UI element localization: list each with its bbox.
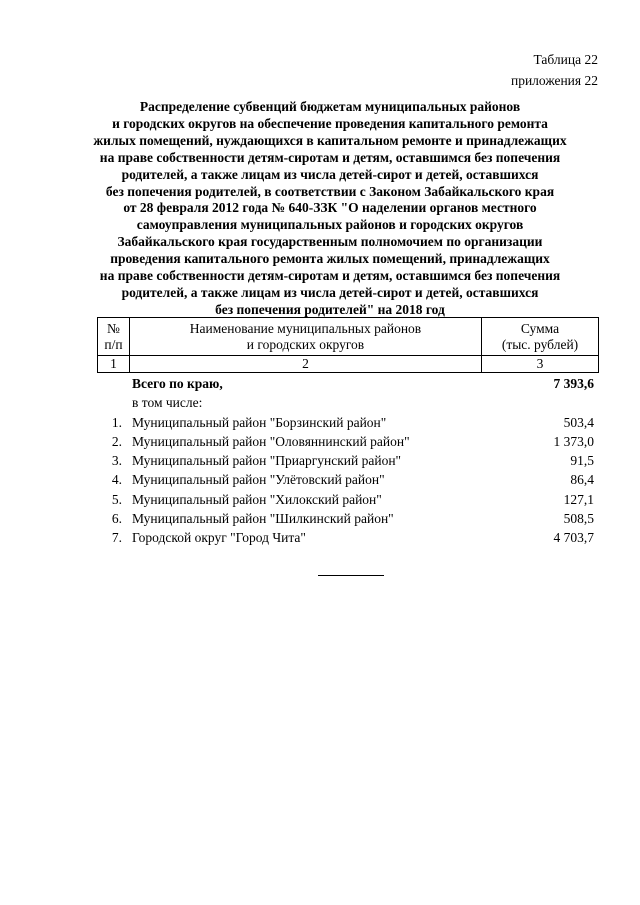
row-amount: 127,1 <box>563 491 594 507</box>
row-number: 7. <box>111 530 122 546</box>
table-row <box>97 528 598 547</box>
header-text: Сумма <box>520 320 560 336</box>
header-text: Наименование муниципальных районов <box>189 320 422 336</box>
header-text: № <box>107 320 120 336</box>
row-amount: 508,5 <box>563 511 594 527</box>
title-line: родителей, а также лицам из числа детей-сирот и детей, оставшихся <box>121 284 539 300</box>
including-row <box>97 393 598 412</box>
table-row <box>97 451 598 470</box>
end-divider <box>318 575 384 576</box>
title-line: проведения капитального ремонта жилых помещений, принадлежащих <box>110 251 550 267</box>
title-line: жилых помещений, нуждающихся в капитальном ремонте и принадлежащих <box>93 132 567 148</box>
title-line: родителей, а также лицам из числа детей-сирот и детей, оставшихся <box>121 166 539 182</box>
title-line: и городских округов на обеспечение проведения капитального ремонта <box>112 115 548 131</box>
row-amount: 4 703,7 <box>553 530 594 546</box>
title-line: без попечения родителей" на 2018 год <box>215 301 445 317</box>
title-line: от 28 февраля 2012 года № 640-ЗЗК "О наделении органов местного <box>123 200 537 216</box>
document-title <box>60 99 600 319</box>
row-name: Муниципальный район "Улётовский район" <box>132 472 385 488</box>
total-amount: 7 393,6 <box>553 376 594 391</box>
row-name: Муниципальный район "Приаргунский район" <box>132 453 402 469</box>
title-line: на праве собственности детям-сиротам и детям, оставшимся без попечения <box>99 149 561 165</box>
table-row <box>97 413 598 432</box>
row-number: 2. <box>111 433 122 449</box>
row-number: 3. <box>111 453 122 469</box>
header-text: и городских округов <box>246 336 365 352</box>
total-row <box>97 374 598 393</box>
column-number: 2 <box>130 356 482 373</box>
title-line: Забайкальского края государственным полномочием по организации <box>117 234 543 250</box>
column-number: 1 <box>98 356 130 373</box>
title-line: Распределение субвенций бюджетам муниципальных районов <box>139 99 521 114</box>
row-name: Городской округ "Город Чита" <box>132 530 306 546</box>
column-number: 3 <box>482 356 599 373</box>
table-header <box>97 317 599 373</box>
row-number: 5. <box>111 491 122 507</box>
row-amount: 86,4 <box>570 472 594 488</box>
row-name: Муниципальный район "Борзинский район" <box>132 414 387 430</box>
column-number-row <box>98 356 599 373</box>
table-reference: Таблица 22 <box>533 52 598 67</box>
title-line: самоуправления муниципальных районов и городских округов <box>136 217 524 233</box>
table-body <box>97 374 598 548</box>
row-amount: 503,4 <box>563 414 594 430</box>
header-cell-number <box>98 318 130 356</box>
row-amount: 1 373,0 <box>553 433 594 449</box>
row-name: Муниципальный район "Оловяннинский район" <box>132 433 410 449</box>
header-cell-amount <box>482 318 599 356</box>
row-number: 1. <box>111 414 122 430</box>
title-line: без попечения родителей, в соответствии с Законом Забайкальского края <box>105 183 555 199</box>
table-row <box>97 509 598 528</box>
including-label: в том числе: <box>132 395 203 411</box>
row-name: Муниципальный район "Хилокский район" <box>132 491 382 507</box>
row-number: 4. <box>111 472 122 488</box>
title-line: на праве собственности детям-сиротам и детям, оставшимся без попечения <box>99 268 561 284</box>
table-row <box>97 490 598 509</box>
header-text: (тыс. рублей) <box>501 336 579 352</box>
row-number: 6. <box>111 511 122 527</box>
header-cell-name <box>130 318 482 356</box>
total-label: Всего по краю, <box>132 376 223 391</box>
table-row <box>97 470 598 489</box>
row-amount: 91,5 <box>570 453 594 469</box>
row-name: Муниципальный район "Шилкинский район" <box>132 511 394 527</box>
header-row <box>98 318 599 356</box>
header-text: п/п <box>104 336 123 352</box>
table-row <box>97 432 598 451</box>
appendix-reference: приложения 22 <box>510 73 598 88</box>
